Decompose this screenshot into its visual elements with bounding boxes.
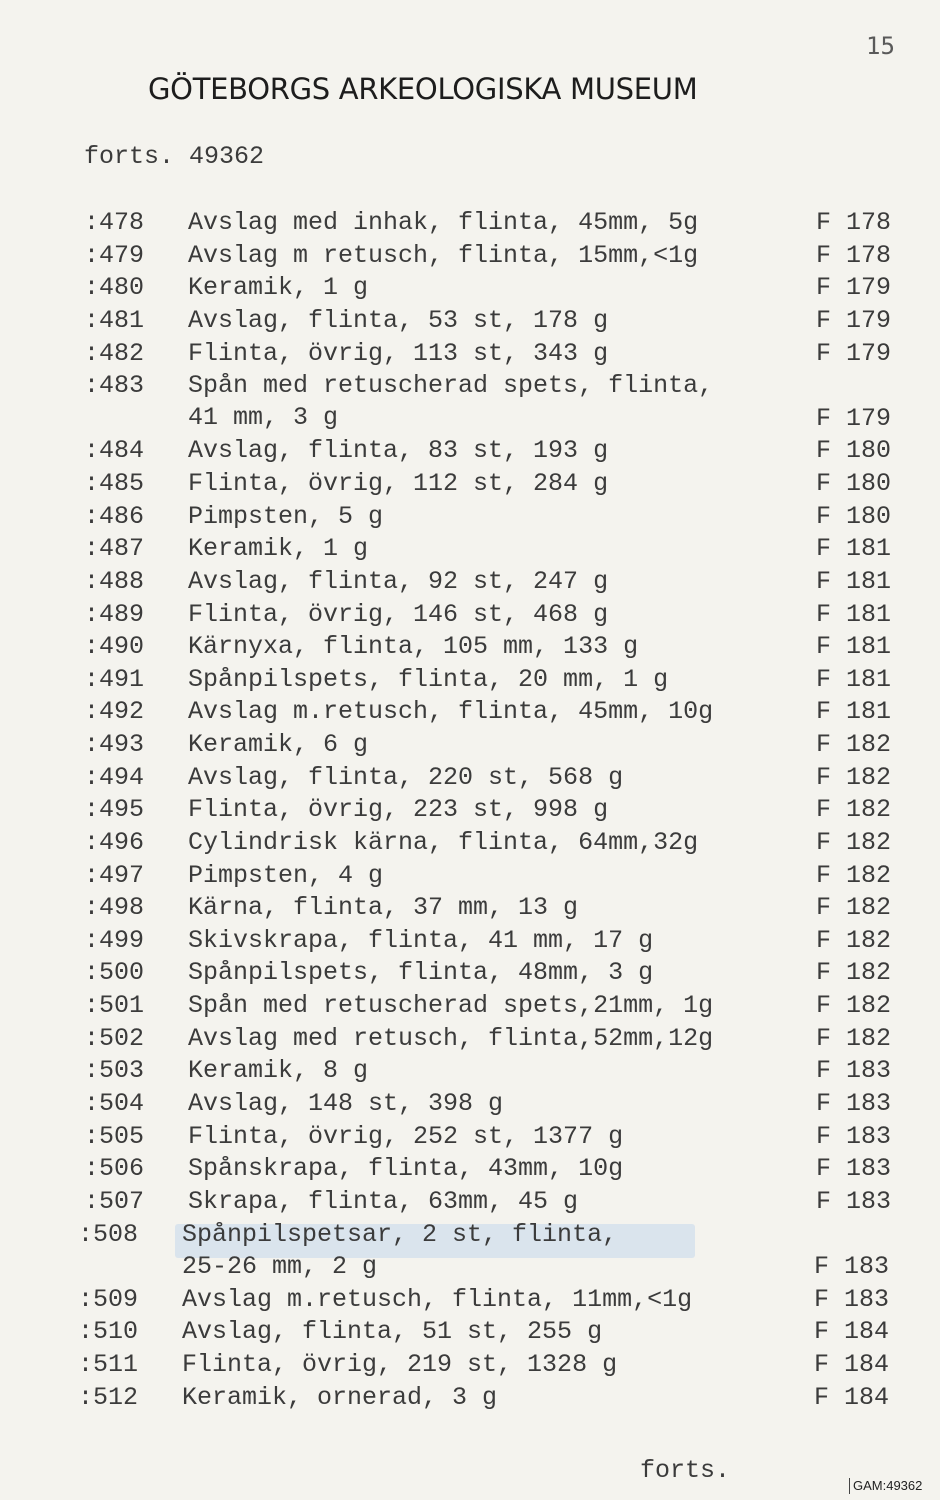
entry-location-code: F 183 — [816, 1186, 892, 1216]
entry-description-continued: 25-26 mm, 2 g — [182, 1251, 378, 1281]
entry-location-code: F 183 — [816, 1121, 892, 1151]
entry-number: :511 — [78, 1350, 139, 1380]
entry-location-code: F 181 — [816, 697, 892, 727]
entry-location-code: F 182 — [816, 958, 892, 988]
entry-number: :510 — [78, 1317, 139, 1347]
entry-description: Avslag med retusch, flinta,52mm,12g — [188, 1023, 714, 1053]
entry-location-code: F 181 — [816, 632, 892, 662]
entry-description: Spånskrapa, flinta, 43mm, 10g — [188, 1154, 624, 1184]
entry-description: Keramik, 1 g — [188, 534, 369, 564]
entry-description: Flinta, övrig, 146 st, 468 g — [188, 599, 609, 629]
entry-number: :479 — [84, 240, 145, 270]
entry-location-code: F 178 — [816, 240, 892, 270]
entry-number: :489 — [84, 599, 145, 629]
entry-location-code: F 179 — [816, 305, 892, 335]
entry-number: :486 — [84, 501, 145, 531]
entry-description: Keramik, 1 g — [188, 273, 369, 303]
entry-number: :498 — [84, 893, 145, 923]
entry-description: Pimpsten, 5 g — [188, 501, 384, 531]
entry-number: :500 — [84, 958, 145, 988]
entry-description: Avslag m retusch, flinta, 15mm,<1g — [188, 240, 699, 270]
entry-location-code: F 181 — [816, 664, 892, 694]
continued-header: forts. 49362 — [84, 142, 265, 171]
entry-description: Avslag med inhak, flinta, 45mm, 5g — [188, 208, 699, 237]
entry-location-code: F 180 — [816, 501, 892, 531]
entry-description: Keramik, 6 g — [188, 730, 369, 760]
entry-description: Cylindrisk kärna, flinta, 64mm,32g — [188, 827, 699, 857]
entry-description: Keramik, ornerad, 3 g — [182, 1382, 498, 1412]
entry-location-code: F 183 — [814, 1284, 890, 1314]
entry-number: :495 — [84, 795, 145, 825]
entry-description: Skivskrapa, flinta, 41 mm, 17 g — [188, 925, 654, 955]
entry-description: Avslag m.retusch, flinta, 45mm, 10g — [188, 697, 714, 727]
entry-number: :508 — [78, 1219, 139, 1249]
entry-number: :509 — [78, 1284, 139, 1314]
entry-location-code: F 182 — [816, 925, 892, 955]
entry-description: Avslag, flinta, 92 st, 247 g — [188, 566, 609, 596]
entry-number: :512 — [78, 1382, 139, 1412]
entry-description: Avslag, 148 st, 398 g — [188, 1089, 504, 1118]
entry-number: :505 — [84, 1121, 145, 1151]
entry-location-code: F 182 — [816, 827, 892, 857]
entry-description: Spån med retuscherad spets,21mm, 1g — [188, 991, 714, 1021]
entry-location-code: F 179 — [816, 273, 892, 303]
entry-description: Flinta, övrig, 219 st, 1328 g — [182, 1350, 618, 1380]
entry-number: :480 — [84, 273, 145, 303]
entry-description: Spån med retuscherad spets, flinta, — [188, 371, 714, 401]
entry-location-code: F 182 — [816, 1023, 892, 1053]
entry-location-code: F 182 — [816, 991, 892, 1021]
entry-location-code: F 180 — [816, 436, 892, 466]
entry-location-code: F 179 — [816, 403, 892, 433]
entry-description: Kärnyxa, flinta, 105 mm, 133 g — [188, 632, 639, 662]
entry-number: :492 — [84, 697, 145, 727]
entry-number: :483 — [84, 371, 145, 401]
entry-location-code: F 183 — [816, 1154, 892, 1184]
entry-description: Pimpsten, 4 g — [188, 860, 384, 890]
entry-location-code: F 183 — [816, 1089, 892, 1118]
entry-description: Avslag, flinta, 53 st, 178 g — [188, 305, 609, 335]
entry-number: :503 — [84, 1056, 145, 1086]
entry-description: Flinta, övrig, 112 st, 284 g — [188, 469, 609, 499]
entry-number: :478 — [84, 208, 145, 237]
entry-number: :501 — [84, 991, 145, 1021]
entry-location-code: F 184 — [814, 1382, 890, 1412]
page-number: 15 — [866, 32, 895, 60]
entry-number: :488 — [84, 566, 145, 596]
entry-description: Spånpilspets, flinta, 20 mm, 1 g — [188, 664, 669, 694]
entry-location-code: F 182 — [816, 730, 892, 760]
entry-location-code: F 180 — [816, 469, 892, 499]
entry-description: Avslag, flinta, 83 st, 193 g — [188, 436, 609, 466]
entry-number: :507 — [84, 1186, 145, 1216]
entry-location-code: F 179 — [816, 338, 892, 368]
entry-description: Keramik, 8 g — [188, 1056, 369, 1086]
entry-location-code: F 183 — [814, 1252, 890, 1282]
entry-location-code: F 182 — [816, 762, 892, 792]
entry-number: :491 — [84, 664, 145, 694]
entry-number: :496 — [84, 827, 145, 857]
museum-letterhead: GÖTEBORGS ARKEOLOGISKA MUSEUM — [148, 72, 698, 106]
entry-number: :504 — [84, 1089, 145, 1118]
entry-number: :487 — [84, 534, 145, 564]
entry-description: Flinta, övrig, 113 st, 343 g — [188, 338, 609, 368]
entry-number: :485 — [84, 469, 145, 499]
entry-location-code: F 184 — [814, 1350, 890, 1380]
entry-number: :481 — [84, 305, 145, 335]
entry-description: Skrapa, flinta, 63mm, 45 g — [188, 1186, 579, 1216]
entry-description: Kärna, flinta, 37 mm, 13 g — [188, 893, 579, 923]
entry-location-code: F 183 — [816, 1056, 892, 1086]
entry-description: Avslag, flinta, 51 st, 255 g — [182, 1317, 603, 1347]
entry-location-code: F 181 — [816, 566, 892, 596]
footer-continued: forts. — [640, 1456, 731, 1485]
entry-description: Flinta, övrig, 252 st, 1377 g — [188, 1121, 624, 1151]
entry-location-code: F 178 — [816, 208, 892, 237]
entry-number: :502 — [84, 1023, 145, 1053]
entry-location-code: F 182 — [816, 795, 892, 825]
entry-location-code: F 181 — [816, 599, 892, 629]
entry-number: :506 — [84, 1154, 145, 1184]
entry-description: Spånpilspetsar, 2 st, flinta, — [182, 1219, 618, 1249]
archive-stamp: GAM:49362 — [849, 1478, 922, 1494]
entry-number: :484 — [84, 436, 145, 466]
entry-description: Avslag m.retusch, flinta, 11mm,<1g — [182, 1284, 693, 1314]
entry-description-continued: 41 mm, 3 g — [188, 403, 339, 433]
entry-description: Spånpilspets, flinta, 48mm, 3 g — [188, 958, 654, 988]
entry-number: :490 — [84, 632, 145, 662]
entry-number: :482 — [84, 338, 145, 368]
entry-description: Flinta, övrig, 223 st, 998 g — [188, 795, 609, 825]
entry-location-code: F 182 — [816, 893, 892, 923]
entry-number: :499 — [84, 925, 145, 955]
entry-number: :497 — [84, 860, 145, 890]
entry-location-code: F 181 — [816, 534, 892, 564]
entry-description: Avslag, flinta, 220 st, 568 g — [188, 762, 624, 792]
entry-number: :494 — [84, 762, 145, 792]
entry-location-code: F 184 — [814, 1317, 890, 1347]
entry-number: :493 — [84, 730, 145, 760]
entry-location-code: F 182 — [816, 860, 892, 890]
